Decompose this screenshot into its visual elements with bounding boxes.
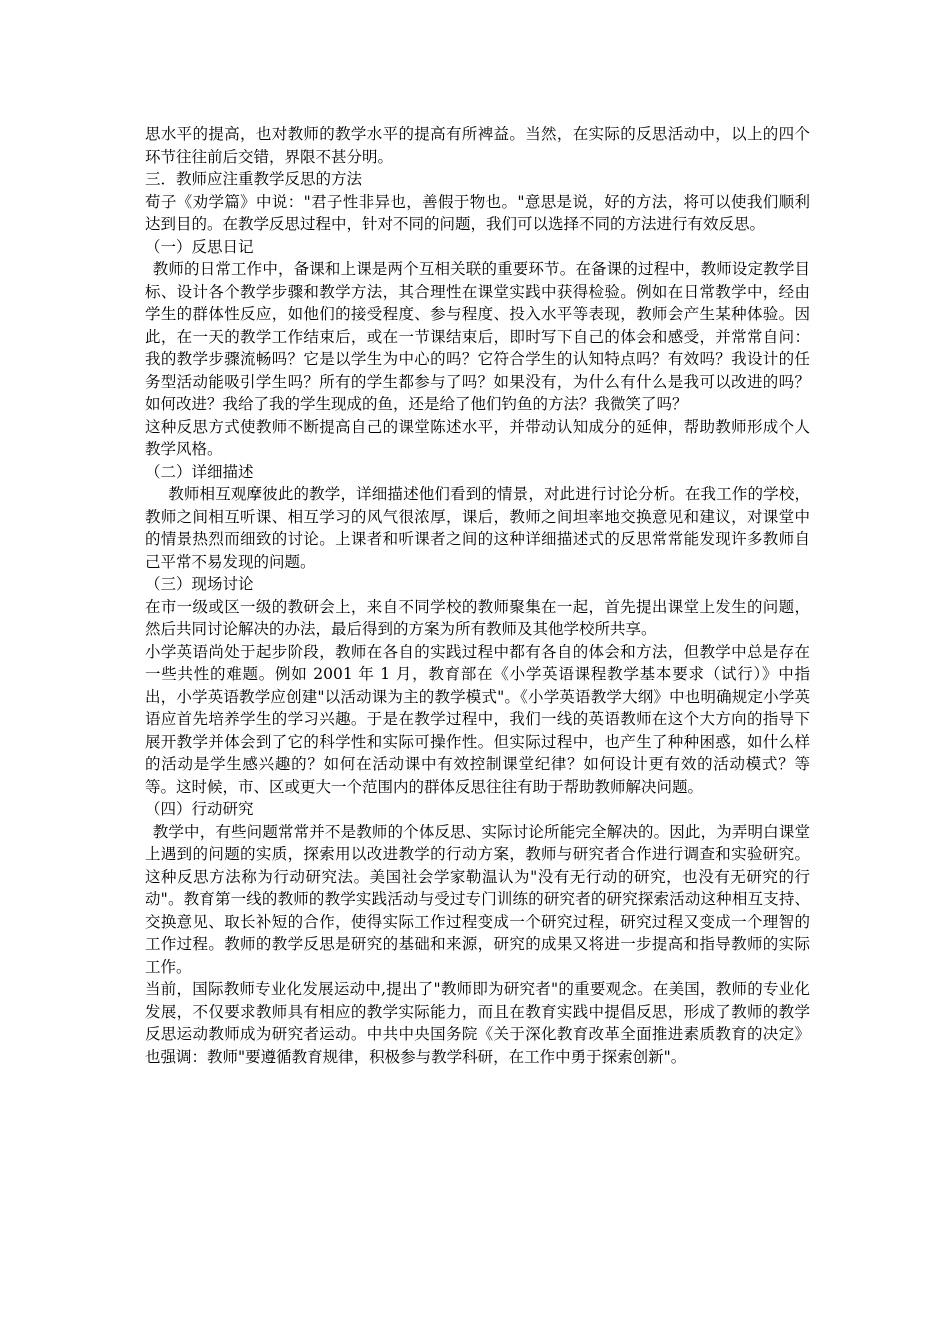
- subheading-onsite-discussion: （三）现场讨论: [145, 575, 254, 593]
- document-page: [145, 123, 810, 1068]
- paragraph-action-research: 教学中，有些问题常常并不是教师的个体反思、实际讨论所能完全解决的。因此，为弄明白课堂上遇到的问题的实质，探索用以改进教学的行动方案，教师与研究者合作进行调查和实验研究。这种反思方法称为行动研究法。美国社会学家勒温认为"没有无行动的研究，也没有无研究的行动"。教育第一线的教师的教学实践活动与受过专门训练的研究者的研究探索活动这种相互支持、交换意见、取长补短的合作，使得实际工作过程变成一个研究过程，研究过程又变成一个理智的工作过程。教师的教学反思是研究的基础和来源，研究的成果又将进一步提高和指导教师的实际工作。: [145, 822, 810, 976]
- paragraph-teacher-as-researcher: 当前，国际教师专业化发展运动中,提出了"教师即为研究者"的重要观念。在美国，教师的专业化发展，不仅要求教师具有相应的教学实际能力，而且在教育实践中提倡反思，形成了教师的教学反思运动教师成为研究者运动。中共中央国务院《关于深化教育改革全面推进素质教育的决定》也强调：教师"要遵循教育规律，积极参与教学科研，在工作中勇于探索创新"。: [145, 980, 810, 1066]
- paragraph-reflection-diary: 教师的日常工作中，备课和上课是两个互相关联的重要环节。在备课的过程中，教师设定教学目标、设计各个教学步骤和教学方法，其合理性在课堂实践中获得检验。例如在日常教学中，经由学生的群体性反应，如他们的接受程度、参与程度、投入水平等表现，教师会产生某种体验。因此，在一天的教学工作结束后，或在一节课结束后，即时写下自己的体会和感受，并常常自问：我的教学步骤流畅吗？它是以学生为中心的吗？它符合学生的认知特点吗？有效吗？我设计的任务型活动能吸引学生吗？所有的学生都参与了吗？如果没有，为什么有什么是我可以改进的吗？如何改进？我给了我的学生现成的鱼，还是给了他们钓鱼的方法？我微笑了吗？: [145, 260, 810, 413]
- paragraph-intro-continuation: 思水平的提高，也对教师的教学水平的提高有所裨益。当然，在实际的反思活动中，以上的四个环节往往前后交错，界限不甚分明。: [145, 125, 810, 166]
- paragraph-xunzi-quote: 荀子《劝学篇》中说："君子性非异也，善假于物也。"意思是说，好的方法，将可以使我们顺利达到目的。在教学反思过程中，针对不同的问题，我们可以选择不同的方法进行有效反思。: [145, 192, 810, 233]
- paragraph-reflection-diary-summary: 这种反思方式使教师不断提高自己的课堂陈述水平，并带动认知成分的延伸，帮助教师形成个人教学风格。: [145, 417, 810, 458]
- subheading-detailed-description: （二）详细描述: [145, 462, 254, 481]
- subheading-reflection-diary: （一）反思日记: [145, 237, 254, 256]
- paragraph-onsite-discussion: 在市一级或区一级的教研会上，来自不同学校的教师聚集在一起，首先提出课堂上发生的问题，然后共同讨论解决的办法，最后得到的方案为所有教师及其他学校所共享。: [145, 597, 810, 638]
- subheading-action-research: （四）行动研究: [145, 800, 254, 818]
- paragraph-primary-english: 小学英语尚处于起步阶段，教师在各自的实践过程中都有各自的体会和方法，但教学中总是存在一些共性的难题。例如 2001 年 1 月，教育部在《小学英语课程教学基本要求（试行）》中指出，小学英语教学应创建"以活动课为主的教学模式"。《小学英语教学大纲》中也明确规定小学英语应首先培养学生的学习兴趣。于是在教学过程中，我们一线的英语教师在这个大方向的指导下展开教学并体会到了它的科学性和实际可操作性。但实际过程中，也产生了种种困惑，如什么样的活动是学生感兴趣的？如何在活动课中有效控制课堂纪律？如何设计更有效的活动模式？等等。这时候，市、区或更大一个范围内的群体反思往往有助于帮助教师解决问题。: [145, 642, 810, 796]
- paragraph-detailed-description: 教师相互观摩彼此的教学，详细描述他们看到的情景，对此进行讨论分析。在我工作的学校，教师之间相互听课、相互学习的风气很浓厚，课后，教师之间坦率地交换意见和建议，对课堂中的情景热烈而细致的讨论。上课者和听课者之间的这种详细描述式的反思常常能发现许多教师自己平常不易发现的问题。: [145, 485, 810, 571]
- section-heading-3: 三．教师应注重教学反思的方法: [145, 170, 363, 188]
